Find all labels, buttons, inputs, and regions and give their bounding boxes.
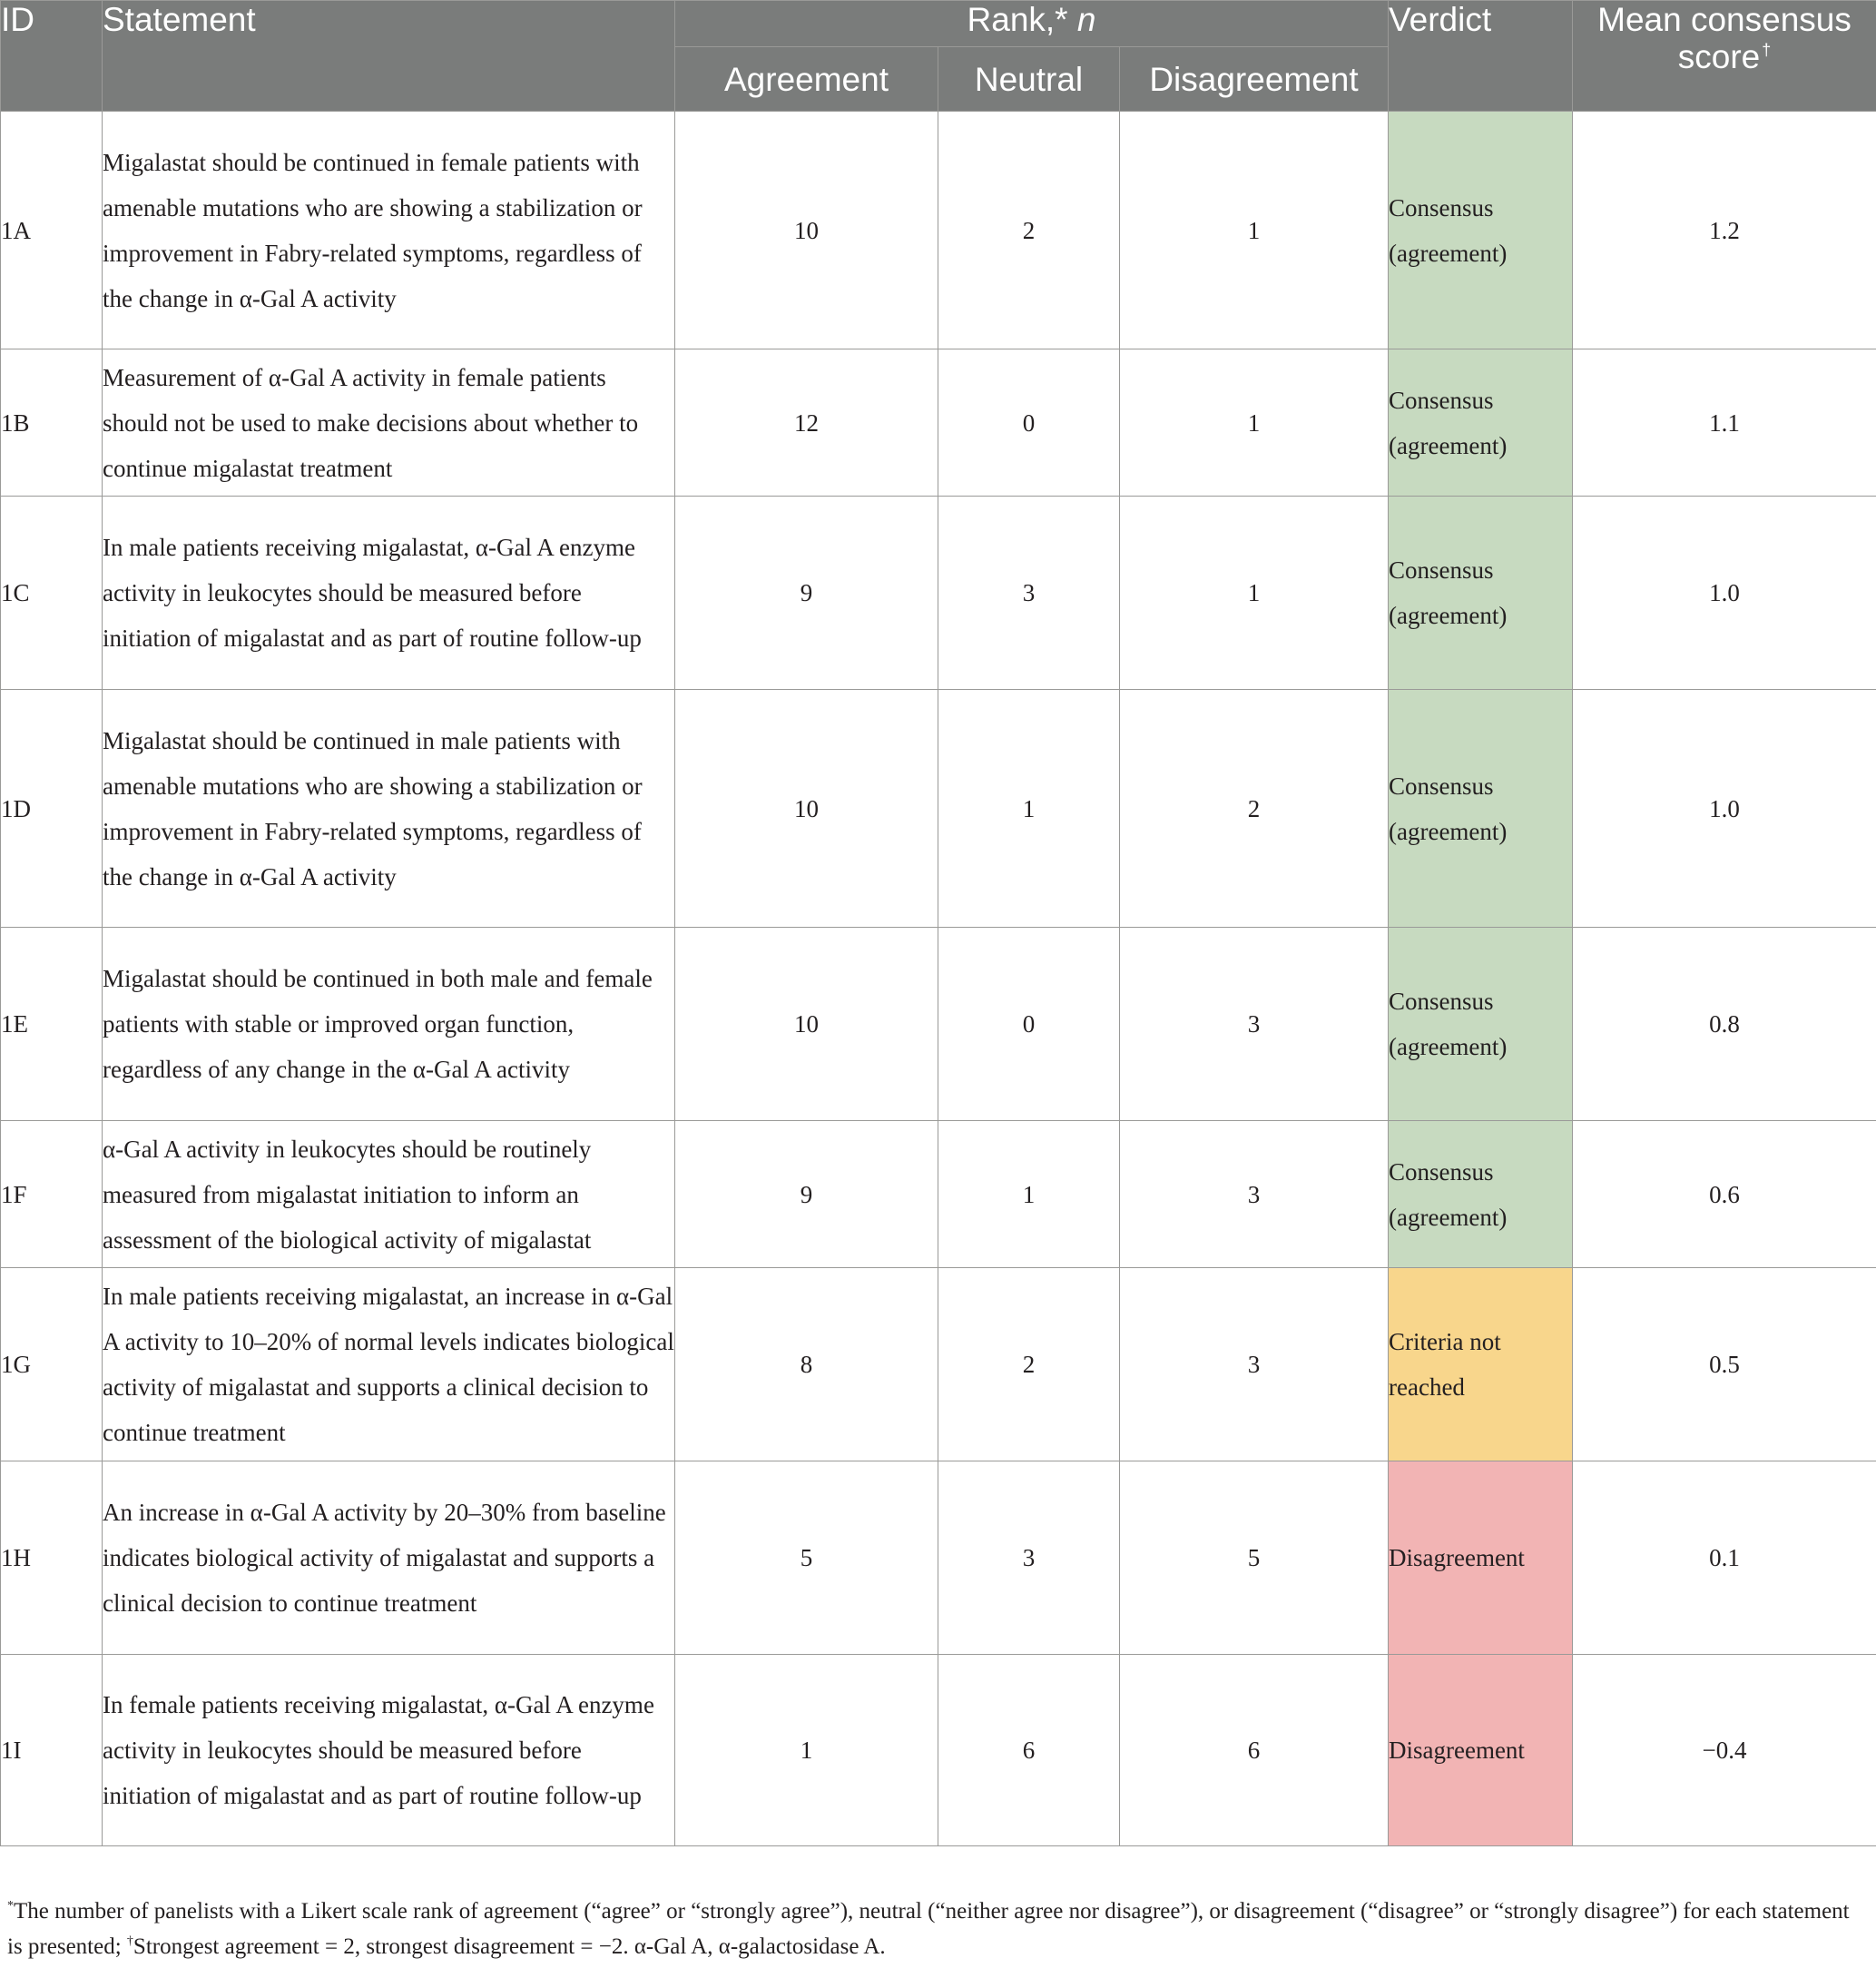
cell-agreement: 10: [675, 112, 938, 349]
header-statement: Statement: [103, 1, 675, 112]
cell-disagreement: 3: [1120, 1268, 1389, 1461]
cell-disagreement: 3: [1120, 1121, 1389, 1268]
cell-agreement: 5: [675, 1461, 938, 1655]
cell-neutral: 2: [938, 1268, 1120, 1461]
cell-disagreement: 6: [1120, 1655, 1389, 1846]
cell-neutral: 6: [938, 1655, 1120, 1846]
cell-agreement: 8: [675, 1268, 938, 1461]
cell-statement: In male patients receiving migalastat, an increase in α-Gal A activity to 10–20% of normal levels indicates biological activity of migalastat and supports a clinical decision to continue treatment: [103, 1268, 675, 1461]
cell-verdict: Consensus (agreement): [1389, 690, 1573, 928]
cell-mean-score: 0.8: [1573, 928, 1876, 1121]
header-verdict: Verdict: [1389, 1, 1573, 112]
cell-id: 1C: [1, 497, 103, 690]
cell-agreement: 9: [675, 497, 938, 690]
cell-verdict: Consensus (agreement): [1389, 928, 1573, 1121]
header-mean-score: [1573, 1, 1876, 112]
cell-verdict: Consensus (agreement): [1389, 497, 1573, 690]
header-mean-dagger: †: [1762, 41, 1772, 59]
cell-mean-score: 0.1: [1573, 1461, 1876, 1655]
cell-mean-score: −0.4: [1573, 1655, 1876, 1846]
cell-mean-score: 1.0: [1573, 497, 1876, 690]
cell-id: 1D: [1, 690, 103, 928]
table-header: [1, 1, 1876, 112]
footnote-text-1: The number of panelists with a Likert scale rank of agreement (“agree” or “strongly agree”), neutral (“neither agree nor disagree”), or disagreement (“disagree” or “strongly disagree”) for each statement is presented;: [7, 1899, 1850, 1959]
cell-disagreement: 5: [1120, 1461, 1389, 1655]
table-row: [1, 690, 1876, 928]
cell-neutral: 3: [938, 497, 1120, 690]
cell-agreement: 10: [675, 690, 938, 928]
cell-statement: Migalastat should be continued in both male and female patients with stable or improved organ function, regardless of any change in the α-Gal A activity: [103, 928, 675, 1121]
table-row: [1, 1655, 1876, 1846]
cell-neutral: 2: [938, 112, 1120, 349]
cell-disagreement: 1: [1120, 497, 1389, 690]
cell-mean-score: 1.2: [1573, 112, 1876, 349]
table-body: [1, 112, 1876, 1846]
cell-id: 1A: [1, 112, 103, 349]
header-agreement: Agreement: [675, 47, 938, 112]
header-mean-label: Mean consensus score: [1597, 1, 1851, 75]
footnote-dagger: †: [126, 1934, 133, 1948]
cell-mean-score: 1.1: [1573, 349, 1876, 497]
cell-neutral: 0: [938, 928, 1120, 1121]
header-rank-n: n: [1076, 1, 1096, 38]
cell-neutral: 1: [938, 1121, 1120, 1268]
cell-verdict: Disagreement: [1389, 1655, 1573, 1846]
table-row: [1, 1121, 1876, 1268]
cell-id: 1G: [1, 1268, 103, 1461]
cell-agreement: 9: [675, 1121, 938, 1268]
cell-disagreement: 2: [1120, 690, 1389, 928]
cell-id: 1F: [1, 1121, 103, 1268]
cell-statement: Migalastat should be continued in male patients with amenable mutations who are showing a stabilization or improvement in Fabry-related symptoms, regardless of the change in α-Gal A activity: [103, 690, 675, 928]
cell-id: 1H: [1, 1461, 103, 1655]
cell-disagreement: 1: [1120, 349, 1389, 497]
cell-statement: In female patients receiving migalastat, α-Gal A enzyme activity in leukocytes should be measured before initiation of migalastat and as part of routine follow-up: [103, 1655, 675, 1846]
cell-verdict: Disagreement: [1389, 1461, 1573, 1655]
cell-id: 1I: [1, 1655, 103, 1846]
cell-verdict: Consensus (agreement): [1389, 349, 1573, 497]
table-row: [1, 928, 1876, 1121]
table-footnote: [7, 1895, 1868, 1966]
cell-neutral: 0: [938, 349, 1120, 497]
cell-agreement: 12: [675, 349, 938, 497]
table-row: [1, 1461, 1876, 1655]
header-rank: [675, 1, 1389, 47]
cell-neutral: 3: [938, 1461, 1120, 1655]
cell-verdict: Criteria not reached: [1389, 1268, 1573, 1461]
header-disagreement: Disagreement: [1120, 47, 1389, 112]
cell-statement: Measurement of α-Gal A activity in female patients should not be used to make decisions about whether to continue migalastat treatment: [103, 349, 675, 497]
cell-disagreement: 1: [1120, 112, 1389, 349]
cell-statement: Migalastat should be continued in female patients with amenable mutations who are showing a stabilization or improvement in Fabry-related symptoms, regardless of the change in α-Gal A activity: [103, 112, 675, 349]
cell-id: 1B: [1, 349, 103, 497]
cell-statement: α-Gal A activity in leukocytes should be routinely measured from migalastat initiation to inform an assessment of the biological activity of migalastat: [103, 1121, 675, 1268]
cell-disagreement: 3: [1120, 928, 1389, 1121]
cell-mean-score: 1.0: [1573, 690, 1876, 928]
cell-mean-score: 0.5: [1573, 1268, 1876, 1461]
cell-verdict: Consensus (agreement): [1389, 112, 1573, 349]
table-row: [1, 497, 1876, 690]
footnote-text-2: Strongest agreement = 2, strongest disagreement = −2. α-Gal A, α-galactosidase A.: [133, 1934, 886, 1959]
cell-statement: In male patients receiving migalastat, α-Gal A enzyme activity in leukocytes should be measured before initiation of migalastat and as part of routine follow-up: [103, 497, 675, 690]
header-neutral: Neutral: [938, 47, 1120, 112]
header-rank-label: Rank,*: [967, 1, 1068, 38]
table-row: [1, 1268, 1876, 1461]
table-row: [1, 349, 1876, 497]
cell-agreement: 1: [675, 1655, 938, 1846]
cell-mean-score: 0.6: [1573, 1121, 1876, 1268]
table-row: [1, 112, 1876, 349]
cell-statement: An increase in α-Gal A activity by 20–30% from baseline indicates biological activity of migalastat and supports a clinical decision to continue treatment: [103, 1461, 675, 1655]
cell-verdict: Consensus (agreement): [1389, 1121, 1573, 1268]
footnote-star: *: [7, 1899, 14, 1913]
header-id: ID: [1, 1, 103, 112]
cell-agreement: 10: [675, 928, 938, 1121]
cell-neutral: 1: [938, 690, 1120, 928]
cell-id: 1E: [1, 928, 103, 1121]
